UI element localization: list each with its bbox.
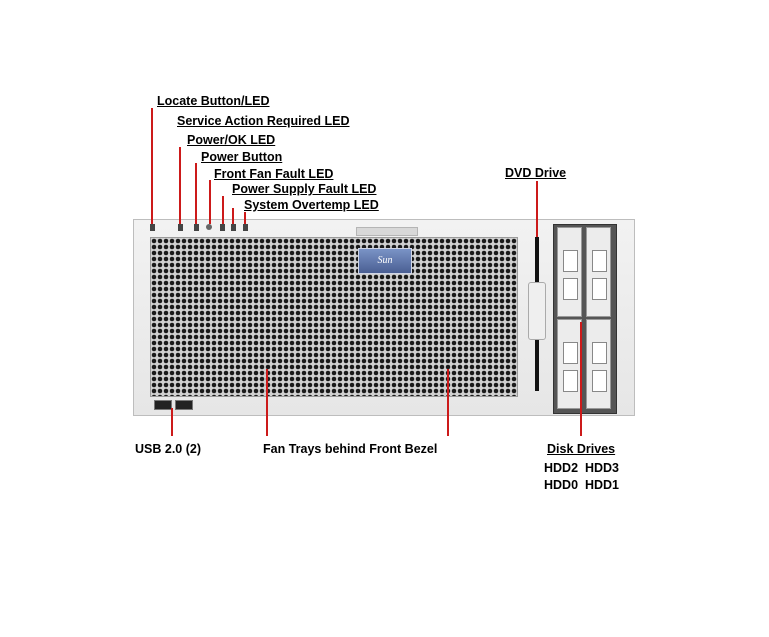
label-dvd: DVD Drive [505,166,567,180]
leader-usb [171,408,173,436]
leader-locate [151,108,153,224]
leader-front-fan [209,180,211,224]
label-power-ok: Power/OK LED [187,133,276,147]
locate-button[interactable] [150,224,155,231]
front-bezel [150,237,518,397]
psu-fault-led [231,224,236,231]
leader-psu [222,196,224,224]
label-locate: Locate Button/LED [157,94,270,108]
leader-service [232,208,234,224]
disk-hdd1[interactable] [586,319,611,409]
sun-logo-badge: Sun [358,248,412,274]
label-psu-fault: Power Supply Fault LED [232,182,377,196]
leader-fan-left [266,369,268,436]
label-hdd-row2: HDD0 HDD1 [544,478,620,492]
leader-disk [580,322,582,436]
disk-hdd2[interactable] [557,227,582,317]
model-nameplate [356,227,418,236]
label-disk-drives: Disk Drives [547,442,616,456]
disk-hdd3[interactable] [586,227,611,317]
leader-dvd [536,181,538,237]
dvd-eject-button[interactable] [528,282,546,340]
usb-port-2[interactable] [175,400,193,410]
label-usb: USB 2.0 (2) [135,442,201,456]
leader-power-ok [179,147,181,224]
service-led [178,224,183,231]
leader-overtemp [244,212,246,224]
power-ok-led [194,224,199,231]
label-fan-trays: Fan Trays behind Front Bezel [263,442,438,456]
label-hdd-row1: HDD2 HDD3 [544,461,620,475]
front-fan-fault-led [220,224,225,231]
label-power-button: Power Button [201,150,283,164]
label-front-fan: Front Fan Fault LED [214,167,334,181]
label-service: Service Action Required LED [177,114,350,128]
disk-hdd0[interactable] [557,319,582,409]
label-overtemp: System Overtemp LED [244,198,379,212]
overtemp-led [243,224,248,231]
leader-fan-right [447,369,449,436]
leader-power-button [195,163,197,224]
usb-port-1[interactable] [154,400,172,410]
power-button[interactable] [206,224,212,230]
